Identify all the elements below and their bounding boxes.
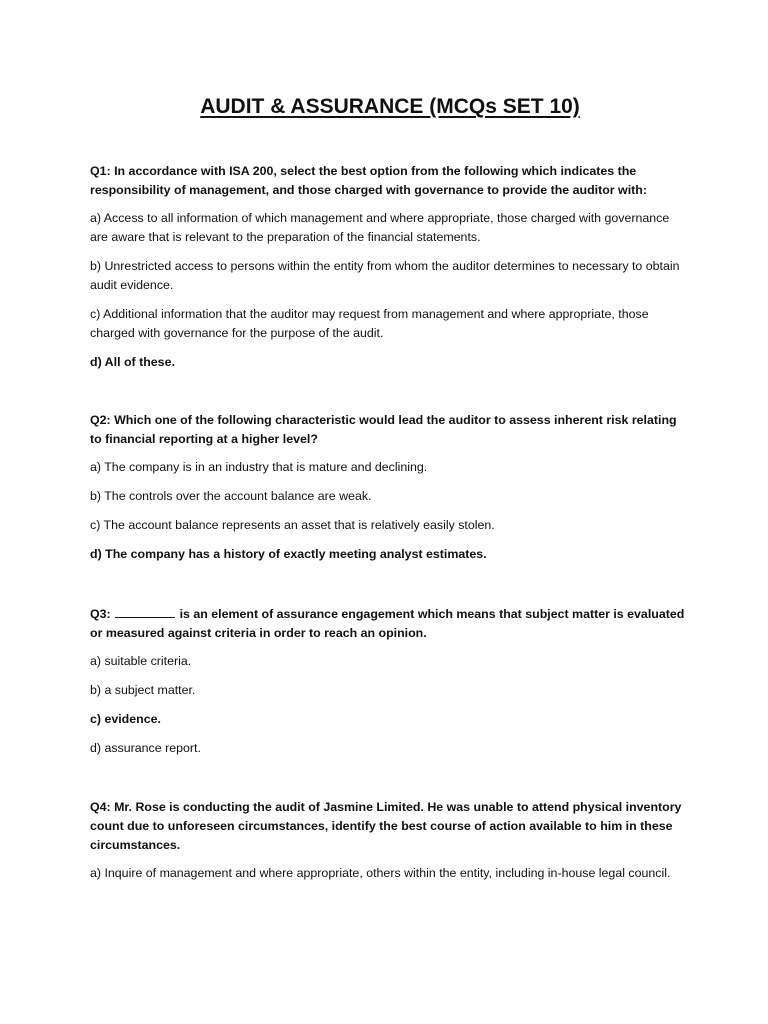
question-text: Q4: Mr. Rose is conducting the audit of Jasmine Limited. He was unable to attend physical inventory count due to unforeseen circumstances, identify the best course of action available to him in these circumstances.: [90, 800, 682, 852]
option-a: a) Access to all information of which management and where appropriate, those charged with governance are aware that is relevant to the preparation of the financial statements.: [90, 211, 670, 244]
option-a: a) The company is in an industry that is mature and declining.: [90, 460, 428, 474]
option-a: a) suitable criteria.: [90, 654, 192, 668]
question-3: [90, 605, 690, 768]
option-c-correct-answer: c) evidence.: [90, 712, 161, 726]
option-b: b) The controls over the account balance are weak.: [90, 489, 372, 503]
option-b: b) Unrestricted access to persons within the entity from whom the auditor determines to necessary to obtain audit evidence.: [90, 259, 680, 292]
option-d: d) assurance report.: [90, 741, 201, 755]
option-b: b) a subject matter.: [90, 683, 196, 697]
option-d-correct-answer: d) The company has a history of exactly meeting analyst estimates.: [90, 547, 487, 561]
question-text: Q2: Which one of the following characteristic would lead the auditor to assess inherent risk relating to financial reporting at a higher level?: [90, 413, 677, 446]
option-d-correct-answer: d) All of these.: [90, 355, 175, 369]
question-suffix: is an element of assurance engagement which means that subject matter is evaluated or measured against criteria in order to reach an opinion.: [90, 607, 685, 640]
question-text: [90, 605, 690, 643]
option-c: c) The account balance represents an asset that is relatively easily stolen.: [90, 518, 495, 532]
question-text: Q1: In accordance with ISA 200, select the best option from the following which indicates the responsibility of management, and those charged with governance to provide the auditor with:: [90, 164, 647, 197]
document-title: AUDIT & ASSURANCE (MCQs SET 10): [200, 95, 580, 118]
question-1: [90, 162, 690, 382]
question-prefix: Q3:: [90, 607, 111, 621]
fill-in-blank: [115, 606, 175, 618]
question-4: [90, 798, 690, 893]
question-2: [90, 411, 690, 574]
option-c: c) Additional information that the auditor may request from management and where appropriate, those charged with governance for the purpose of the audit.: [90, 307, 649, 340]
option-a: a) Inquire of management and where appropriate, others within the entity, including in-house legal council.: [90, 866, 671, 880]
